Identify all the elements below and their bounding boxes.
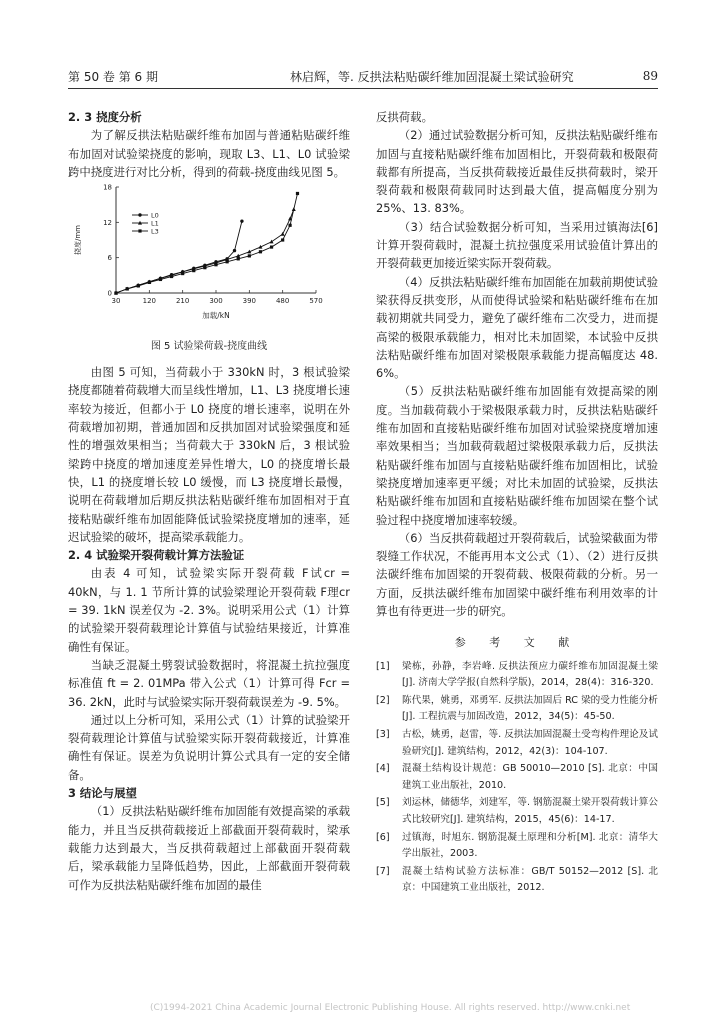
x-tick-label: 480 bbox=[275, 297, 290, 306]
paragraph: （5）反拱法粘贴碳纤维布加固能有效提高梁的刚度。当加载荷载小于梁极限承载力时，反拱法粘贴碳纤维布加固和直接粘贴碳纤维布加固对试验梁挠度增加速率效果相当；当加载荷载超过梁极限承载力后，反拱法粘贴碳纤维布加固与直接粘贴碳纤维布加固相比，试验梁挠度增加速率更平缓；对比未加固的试验梁，反拱法粘贴碳纤维布加固和直接粘贴碳纤维布加固梁在整个试验过程中挠度增加速率较缓。 bbox=[376, 384, 658, 527]
right-column bbox=[376, 108, 658, 898]
y-tick-label: 12 bbox=[103, 219, 112, 228]
paragraph: （6）当反拱荷载超过开裂荷载后，试验梁截面为带裂缝工作状况，不能再用本文公式（1）、（2）进行反拱法碳纤维布加固梁的开裂荷载、极限荷载的分析。另一方面，反拱法碳纤维布加固梁中碳纤维布利用效率的计算也有待更进一步的研究。 bbox=[376, 530, 658, 619]
data-point bbox=[226, 260, 229, 263]
x-tick-label: 390 bbox=[242, 297, 257, 306]
issue-label: 第 50 卷 第 6 期 bbox=[68, 70, 158, 84]
paragraph: （4）反拱法粘贴碳纤维布加固能在加载前期使试验梁获得反拱变形，从而使得试验梁和粘贴碳纤维布在加载初期就共同受力，避免了碳纤维布二次受力，进而提高梁的极限承载能力，相对比未加固梁，本试验中反拱法粘贴碳纤维布加固对梁极限承载能力提高幅度达 48. 6%。 bbox=[376, 274, 658, 381]
reference-text: 过镇海，时旭东. 钢筋混凝土原理和分析[M]. 北京：清华大学出版社，2003. bbox=[402, 831, 658, 860]
watermark: (C)1994-2021 China Academic Journal Electronic Publishing House. All rights reserved. http://www.cnki.net bbox=[150, 1003, 631, 1013]
page-number: 89 bbox=[642, 69, 658, 83]
reference-list bbox=[376, 659, 658, 897]
reference-text: 古松，姚勇，赵雷，等. 反拱法加固混凝土受弯构件理论及试验研究[J]. 建筑结构，2012，42(3)：104-107. bbox=[402, 728, 658, 757]
data-point bbox=[148, 281, 151, 284]
data-point bbox=[214, 263, 217, 266]
reference-item bbox=[376, 761, 658, 794]
page-header bbox=[68, 66, 658, 89]
reference-text: 混凝土结构设计规范：GB 50010—2010 [S]. 北京：中国建筑工业出版社，2010. bbox=[402, 763, 658, 791]
legend-label: L3 bbox=[151, 227, 159, 236]
x-tick-label: 120 bbox=[142, 297, 157, 306]
legend-entry bbox=[132, 220, 159, 228]
figure-caption: 图 5 试验梁荷载-挠度曲线 bbox=[150, 341, 268, 353]
data-point bbox=[270, 246, 273, 249]
data-point bbox=[233, 249, 236, 252]
reference-item bbox=[376, 830, 658, 863]
x-axis-label: 加载/kN bbox=[202, 311, 230, 321]
data-point bbox=[126, 287, 129, 290]
x-tick-label: 30 bbox=[111, 297, 121, 306]
series-l1 bbox=[114, 207, 296, 294]
series-group bbox=[114, 192, 299, 295]
section-3-title: 3 结论与展望 bbox=[68, 786, 137, 801]
data-point bbox=[181, 272, 184, 275]
data-point bbox=[240, 220, 243, 223]
paragraph: 通过以上分析可知，采用公式（1）计算的试验梁开裂荷载理论计算值与试验梁实际开裂荷载接近，计算准确性有保证。误差为负说明计算公式具有一定的安全储备。 bbox=[68, 712, 350, 782]
series-line bbox=[116, 221, 242, 293]
y-tick-label: 18 bbox=[103, 183, 112, 192]
data-point bbox=[248, 254, 251, 257]
series-line bbox=[116, 210, 294, 294]
x-tick-label: 210 bbox=[175, 297, 190, 306]
reference-text: 陈代果，姚勇，邓勇军. 反拱法加固后 RC 梁的受力性能分析[J]. 工程抗震与加固改造，2012，34(5)：45-50. bbox=[402, 694, 658, 723]
reference-text: 梁栋，孙静，李岩峰. 反拱法预应力碳纤维布加固混凝土梁[J]. 济南大学学报(自然科学版)，2014，28(4)：316-320. bbox=[402, 660, 658, 689]
reference-number: [7] bbox=[376, 865, 390, 877]
y-tick-label: 6 bbox=[107, 254, 112, 263]
reference-item bbox=[376, 693, 658, 726]
left-column bbox=[68, 108, 350, 894]
y-tick-label: 0 bbox=[107, 289, 112, 298]
data-point bbox=[281, 232, 285, 236]
reference-item bbox=[376, 727, 658, 760]
reference-number: [2] bbox=[376, 694, 390, 706]
chart-legend bbox=[132, 212, 159, 236]
x-tick-label: 300 bbox=[209, 297, 223, 306]
y-axis-label: 挠度/mm bbox=[74, 225, 82, 256]
data-point bbox=[170, 275, 173, 278]
paragraph: 反拱荷载。 bbox=[376, 110, 433, 124]
data-point bbox=[259, 250, 262, 253]
figure-5 bbox=[68, 181, 350, 337]
paragraph: 由表 4 可知，试验梁实际开裂荷载 F试cr = 40kN，与 1. 1 节所计算的试验梁理论开裂荷载 F理cr = 39. 1kN 误差仅为 -2. 3%。说明采用公式（1）计算的试验梁开裂荷载理论计算值与试验结果接近，计算准确性有保证。 bbox=[68, 566, 350, 654]
paragraph: （2）通过试验数据分析可知，反拱法粘贴碳纤维布加固与直接粘贴碳纤维布加固相比，开裂荷载和极限荷载都有所提高，当反拱荷载接近最佳反拱荷载时，梁开裂荷载和极限荷载同时达到最大值，提高幅度分别为 25%、13. 83%。 bbox=[376, 128, 658, 216]
reference-item bbox=[376, 659, 658, 692]
data-point bbox=[192, 269, 195, 272]
reference-item bbox=[376, 795, 658, 828]
paragraph: （1）反拱法粘贴碳纤维布加固能有效提高梁的承载能力，并且当反拱荷载接近上部截面开裂荷载时，梁承载能力达到最大，当反拱荷载超过上部截面开裂荷载后，梁承载能力呈降低趋势，因此，上部截面开裂荷载可作为反拱法粘贴碳纤维布加固的最佳 bbox=[68, 804, 350, 892]
reference-number: [5] bbox=[376, 797, 390, 809]
data-point bbox=[138, 230, 141, 233]
data-point bbox=[159, 278, 162, 281]
paragraph: 当缺乏混凝土劈裂试验数据时，将混凝土抗拉强度标准值 ft = 2. 01MPa 带入公式（1）计算可得 Fcr = 36. 2kN，此时与试验梁实际开裂荷载误差为 -9. 5%。 bbox=[68, 657, 350, 709]
legend-label: L0 bbox=[151, 211, 159, 220]
data-point bbox=[203, 266, 206, 269]
data-point bbox=[114, 292, 117, 295]
data-point bbox=[237, 257, 240, 260]
paragraph: 为了解反拱法粘贴碳纤维布加固与普通粘贴碳纤维布加固对试验梁挠度的影响，现取 L3、L1、L0 试验梁跨中挠度进行对比分析，得到的荷载-挠度曲线见图 5。 bbox=[68, 128, 350, 179]
data-point bbox=[137, 285, 140, 288]
legend-entry bbox=[132, 212, 159, 220]
reference-number: [1] bbox=[376, 660, 390, 672]
load-deflection-chart bbox=[68, 181, 350, 337]
running-title: 林启辉，等. 反拱法粘贴碳纤维加固混凝土梁试验研究 bbox=[290, 70, 574, 84]
paragraph: 由图 5 可知，当荷载小于 330kN 时，3 根试验梁挠度都随着荷载增大而呈线性增加，L1、L3 挠度增长速率较为接近，但都小于 L0 挠度的增长速率，说明在外荷载增加初期，普通加固和反拱加固对试验梁强度和延性的增强效果相当；当荷载大于 330kN 后，3 根试验梁跨中挠度的增加速度差异性增大，L0 的挠度增长最快，L1 的挠度增长较 L0 缓慢，而 L3 挠度增长最慢，说明在荷载增加后期反拱法粘贴碳纤维布加固相对于直接粘贴碳纤维布加固能降低试验梁挠度增加的速率，延迟试验梁的破坏，提高梁承载能力。 bbox=[68, 365, 350, 544]
data-point bbox=[288, 224, 291, 227]
reference-number: [4] bbox=[376, 763, 390, 775]
reference-text: 刘运林，储德华，刘建军，等. 钢筋混凝土梁开裂荷载计算公式比较研究[J]. 建筑结构，2015，45(6)：14-17. bbox=[402, 797, 658, 825]
paragraph: （3）结合试验数据分析可知，当采用过镇海法[6]计算开裂荷载时，混凝土抗拉强度采用试验值计算出的开裂荷载更加接近梁实际开裂荷载。 bbox=[376, 219, 658, 271]
reference-item bbox=[376, 864, 658, 897]
section-2-4-title: 2. 4 试验梁开裂荷载计算方法验证 bbox=[68, 548, 245, 563]
references-title: 参 考 文 献 bbox=[454, 636, 580, 650]
x-tick-label: 570 bbox=[309, 297, 323, 306]
reference-number: [6] bbox=[376, 831, 390, 843]
data-point bbox=[296, 192, 299, 195]
data-point bbox=[281, 239, 284, 242]
data-point bbox=[138, 213, 141, 216]
legend-entry bbox=[132, 228, 159, 236]
reference-number: [3] bbox=[376, 728, 390, 740]
section-2-3-title: 2. 3 挠度分析 bbox=[68, 110, 142, 124]
data-point bbox=[270, 240, 274, 244]
legend-label: L1 bbox=[151, 219, 159, 228]
reference-text: 混凝土结构试验方法标准：GB/T 50152—2012 [S]. 北京：中国建筑工业出版社，2012. bbox=[402, 865, 658, 894]
